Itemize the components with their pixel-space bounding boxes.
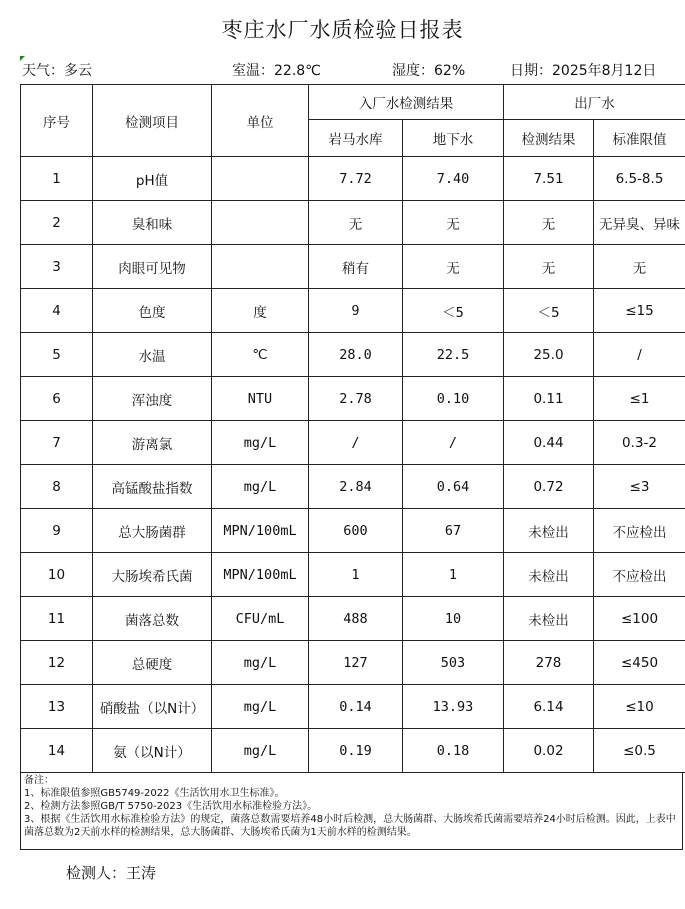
table-row: [21, 201, 685, 245]
cell-seq: 12: [21, 641, 93, 685]
report-title: 枣庄水厂水质检验日报表: [221, 18, 464, 42]
cell-groundwater: 0.18: [403, 729, 504, 773]
cell-standard-limit: 不应检出: [594, 553, 685, 597]
cell-outlet-result: 未检出: [504, 509, 594, 553]
cell-item: 臭和味: [93, 201, 212, 245]
table-row: [21, 509, 685, 553]
cell-yanma: 2.78: [309, 377, 403, 421]
cell-standard-limit: ≤10: [594, 685, 685, 729]
cell-outlet-result: 0.72: [504, 465, 594, 509]
cell-outlet-result: 25.0: [504, 333, 594, 377]
cell-seq: 11: [21, 597, 93, 641]
cell-yanma: 7.72: [309, 157, 403, 201]
cell-standard-limit: ≤0.5: [594, 729, 685, 773]
cell-outlet-result: 278: [504, 641, 594, 685]
cell-seq: 9: [21, 509, 93, 553]
cell-groundwater: 67: [403, 509, 504, 553]
cell-unit: MPN/100mL: [212, 553, 309, 597]
cell-seq: 13: [21, 685, 93, 729]
cell-yanma: 稍有: [309, 245, 403, 289]
notes-line-1: 1、标准限值参照GB5749-2022《生活饮用水卫生标准》。: [24, 788, 285, 799]
header-groundwater: 地下水: [403, 120, 504, 157]
cell-seq: 14: [21, 729, 93, 773]
cell-unit: mg/L: [212, 421, 309, 465]
cell-yanma: 488: [309, 597, 403, 641]
room-temp-label: 室温：22.8℃: [232, 63, 321, 79]
cell-seq: 5: [21, 333, 93, 377]
notes-line-3: 3、根据《生活饮用水标准检验方法》的规定，菌落总数需要培养48小时后检测，总大肠菌群、大肠埃希氏菌需要培养24小时后检测。因此，上表中菌落总数为2天前水样的检测结果，总大肠菌群、大肠埃希氏菌为1天前水样的检测结果。: [24, 814, 676, 838]
table-row: [21, 729, 685, 773]
table-row: [21, 377, 685, 421]
table-row: [21, 289, 685, 333]
cell-unit: mg/L: [212, 729, 309, 773]
cell-groundwater: 0.10: [403, 377, 504, 421]
cell-standard-limit: ≤100: [594, 597, 685, 641]
cell-item: 高锰酸盐指数: [93, 465, 212, 509]
cell-unit: MPN/100mL: [212, 509, 309, 553]
cell-standard-limit: /: [594, 333, 685, 377]
cell-groundwater: 无: [403, 201, 504, 245]
table-row: [21, 597, 685, 641]
header-standard-limit: 标准限值: [594, 120, 685, 157]
notes-box: [20, 772, 683, 850]
cell-seq: 4: [21, 289, 93, 333]
cell-outlet-result: 7.51: [504, 157, 594, 201]
cell-unit: [212, 201, 309, 245]
header-item: 检测项目: [93, 85, 212, 157]
header-outlet-group: 出厂水: [504, 85, 685, 120]
cell-unit: [212, 245, 309, 289]
cell-yanma: 28.0: [309, 333, 403, 377]
notes-heading: 备注：: [24, 775, 54, 786]
table-row: [21, 333, 685, 377]
table-row: [21, 465, 685, 509]
cell-standard-limit: 0.3-2: [594, 421, 685, 465]
cell-standard-limit: 6.5-8.5: [594, 157, 685, 201]
cell-standard-limit: ≤3: [594, 465, 685, 509]
table-row: [21, 641, 685, 685]
cell-groundwater: 10: [403, 597, 504, 641]
cell-item: 浑浊度: [93, 377, 212, 421]
header-unit: 单位: [212, 85, 309, 157]
cell-groundwater: 7.40: [403, 157, 504, 201]
cell-standard-limit: ≤1: [594, 377, 685, 421]
cell-outlet-result: 0.02: [504, 729, 594, 773]
table-row: [21, 421, 685, 465]
cell-seq: 6: [21, 377, 93, 421]
cell-groundwater: ＜5: [403, 289, 504, 333]
cell-groundwater: 0.64: [403, 465, 504, 509]
notes-line-2: 2、检测方法参照GB/T 5750-2023《生活饮用水标准检验方法》。: [24, 801, 318, 812]
info-bar: [20, 56, 685, 82]
cell-groundwater: 503: [403, 641, 504, 685]
cell-yanma: 0.14: [309, 685, 403, 729]
header-seq: 序号: [21, 85, 93, 157]
cell-unit: NTU: [212, 377, 309, 421]
cell-unit: mg/L: [212, 685, 309, 729]
cell-yanma: 600: [309, 509, 403, 553]
cell-yanma: 127: [309, 641, 403, 685]
cell-seq: 1: [21, 157, 93, 201]
cell-standard-limit: ≤15: [594, 289, 685, 333]
cell-groundwater: 22.5: [403, 333, 504, 377]
water-quality-table: [20, 84, 685, 773]
cell-groundwater: 1: [403, 553, 504, 597]
cell-standard-limit: 无异臭、异味: [594, 201, 685, 245]
cell-unit: mg/L: [212, 641, 309, 685]
cell-outlet-result: 0.44: [504, 421, 594, 465]
cell-unit: 度: [212, 289, 309, 333]
table-row: [21, 685, 685, 729]
cell-standard-limit: 无: [594, 245, 685, 289]
cell-item: 肉眼可见物: [93, 245, 212, 289]
cell-yanma: 9: [309, 289, 403, 333]
table-row: [21, 245, 685, 289]
cell-seq: 10: [21, 553, 93, 597]
cell-item: 游离氯: [93, 421, 212, 465]
cell-item: pH值: [93, 157, 212, 201]
cell-item: 水温: [93, 333, 212, 377]
cell-yanma: 1: [309, 553, 403, 597]
table-row: [21, 157, 685, 201]
cell-standard-limit: 不应检出: [594, 509, 685, 553]
cell-groundwater: 无: [403, 245, 504, 289]
cell-item: 大肠埃希氏菌: [93, 553, 212, 597]
weather-label: 天气：多云: [22, 63, 92, 79]
cell-groundwater: /: [403, 421, 504, 465]
cell-standard-limit: ≤450: [594, 641, 685, 685]
cell-item: 色度: [93, 289, 212, 333]
cell-seq: 7: [21, 421, 93, 465]
cell-outlet-result: 未检出: [504, 553, 594, 597]
cell-outlet-result: 未检出: [504, 597, 594, 641]
table-row: [21, 553, 685, 597]
cell-groundwater: 13.93: [403, 685, 504, 729]
cell-item: 氨（以N计）: [93, 729, 212, 773]
header-row: [21, 85, 685, 120]
cell-seq: 2: [21, 201, 93, 245]
cell-seq: 3: [21, 245, 93, 289]
cell-yanma: 2.84: [309, 465, 403, 509]
cell-unit: ℃: [212, 333, 309, 377]
cell-yanma: 无: [309, 201, 403, 245]
cell-yanma: 0.19: [309, 729, 403, 773]
header-inlet-group: 入厂水检测结果: [309, 85, 504, 120]
cell-unit: mg/L: [212, 465, 309, 509]
humidity-label: 湿度：62%: [392, 63, 466, 79]
date-label: 日期：2025年8月12日: [510, 63, 657, 79]
cell-item: 总硬度: [93, 641, 212, 685]
cell-outlet-result: 0.11: [504, 377, 594, 421]
cell-outlet-result: ＜5: [504, 289, 594, 333]
cell-item: 硝酸盐（以N计）: [93, 685, 212, 729]
cell-unit: CFU/mL: [212, 597, 309, 641]
header-yanma-reservoir: 岩马水库: [309, 120, 403, 157]
inspector-signature-label: 检测人：王涛: [66, 864, 157, 882]
cell-item: 总大肠菌群: [93, 509, 212, 553]
cell-yanma: /: [309, 421, 403, 465]
cell-seq: 8: [21, 465, 93, 509]
cell-outlet-result: 无: [504, 201, 594, 245]
cell-outlet-result: 6.14: [504, 685, 594, 729]
cell-unit: [212, 157, 309, 201]
cell-item: 菌落总数: [93, 597, 212, 641]
header-outlet-result: 检测结果: [504, 120, 594, 157]
cell-outlet-result: 无: [504, 245, 594, 289]
